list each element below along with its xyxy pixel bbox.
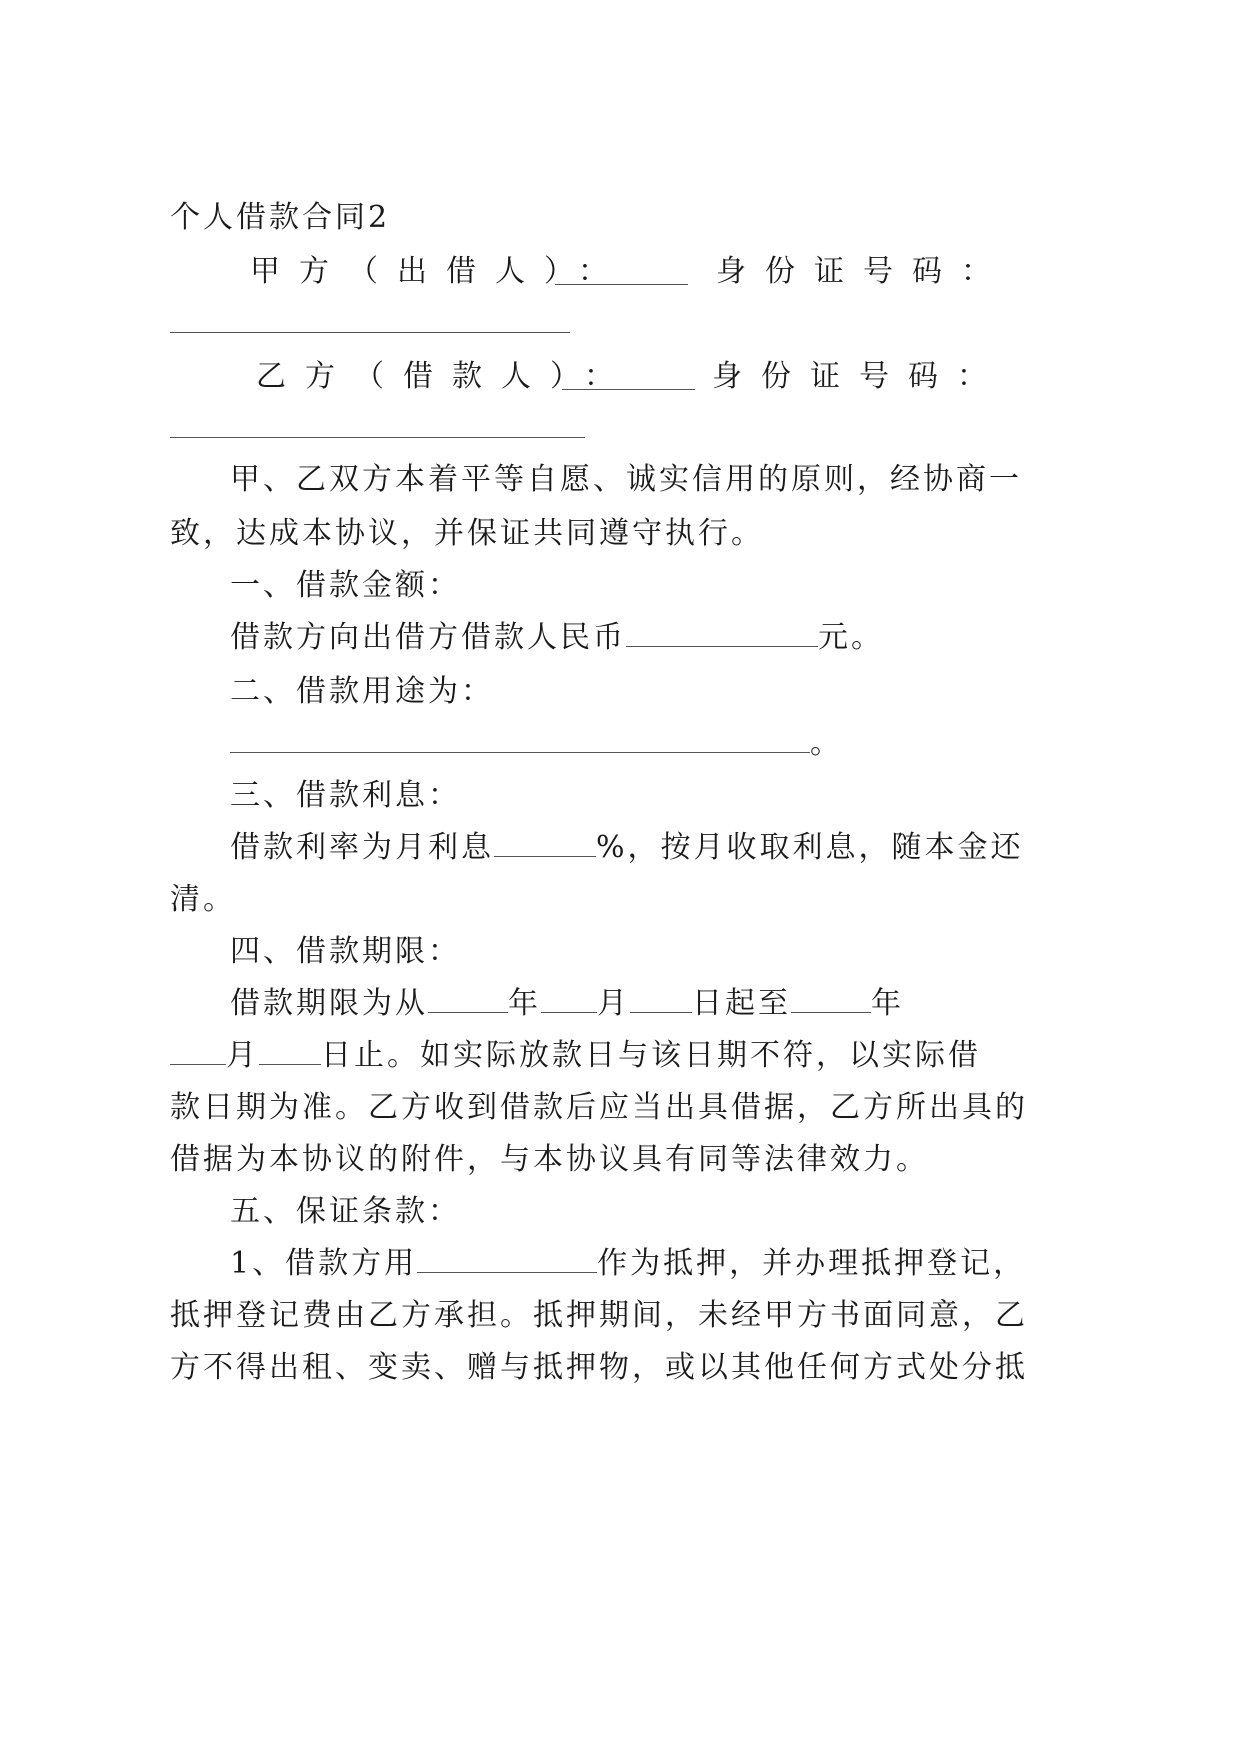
party-b-name-blank (562, 363, 695, 390)
section4-line-2 (170, 1036, 981, 1076)
month-label: 月 (597, 986, 630, 1021)
start-day-blank (630, 986, 692, 1013)
party-a-name-blank (555, 258, 688, 285)
section5-heading: 五、保证条款： (230, 1194, 461, 1229)
end-day-blank (259, 1038, 321, 1065)
term-from-label: 借款期限为从 (230, 986, 428, 1021)
section1-text (230, 618, 884, 658)
item1-pre: 1、借款方用 (230, 1246, 418, 1281)
section3-line-2: 清。 (170, 882, 236, 917)
section5-line-2: 抵押登记费由乙方承担。抵押期间，未经甲方书面同意，乙 (170, 1298, 1028, 1333)
section5-line-3: 方不得出租、变卖、赠与抵押物，或以其他任何方式处分抵 (170, 1350, 1028, 1385)
party-a-row (0, 252, 1241, 292)
section2-text (230, 724, 843, 764)
document-title: 个人借款合同2 (170, 200, 391, 235)
end-year-label: 年 (871, 986, 904, 1021)
section3-post: %，按月收取利息，随本金还 (596, 830, 1024, 865)
end-year-blank (791, 986, 871, 1013)
section4-heading: 四、借款期限： (230, 934, 461, 969)
party-b-id-blank (170, 437, 585, 438)
section4-line-2-text: 日止。如实际放款日与该日期不符，以实际借 (321, 1038, 981, 1073)
section3-pre: 借款利率为月利息 (230, 830, 494, 865)
intro-line-2: 致，达成本协议，并保证共同遵守执行。 (170, 516, 764, 551)
section5-item-1 (230, 1244, 1026, 1284)
section4-line-3: 款日期为准。乙方收到借款后应当出具借据，乙方所出具的 (170, 1090, 1028, 1125)
item1-post: 作为抵押，并办理抵押登记， (597, 1246, 1027, 1281)
party-b-row (0, 357, 1241, 397)
year-label: 年 (508, 986, 541, 1021)
party-b-label: 乙方（借款人）： (256, 359, 633, 394)
collateral-blank (417, 1246, 597, 1273)
start-month-blank (541, 986, 597, 1013)
purpose-blank (230, 726, 810, 753)
section1-heading: 一、借款金额： (230, 568, 461, 603)
end-month-blank (170, 1038, 226, 1065)
party-b-id-label: 身份证号码： (712, 359, 1006, 394)
intro-line-1: 甲、乙双方本着平等自愿、诚实信用的原则，经协商一 (230, 462, 1022, 497)
section2-post: 。 (810, 726, 843, 761)
day-to-label: 日起至 (692, 986, 791, 1021)
section1-post: 元。 (818, 620, 884, 655)
interest-rate-blank (494, 830, 596, 857)
party-a-id-blank (170, 332, 570, 333)
start-year-blank (428, 986, 508, 1013)
party-a-label: 甲方（出借人）： (250, 254, 627, 289)
section3-heading: 三、借款利息： (230, 778, 461, 813)
amount-blank (626, 620, 818, 647)
section1-pre: 借款方向出借方借款人民币 (230, 620, 626, 655)
party-a-id-label: 身份证号码： (716, 254, 1010, 289)
end-month-label: 月 (226, 1038, 259, 1073)
section2-heading: 二、借款用途为： (230, 674, 494, 709)
section3-text (230, 828, 1024, 868)
section4-line-4: 借据为本协议的附件，与本协议具有同等法律效力。 (170, 1142, 929, 1177)
section4-line-1 (230, 984, 904, 1024)
